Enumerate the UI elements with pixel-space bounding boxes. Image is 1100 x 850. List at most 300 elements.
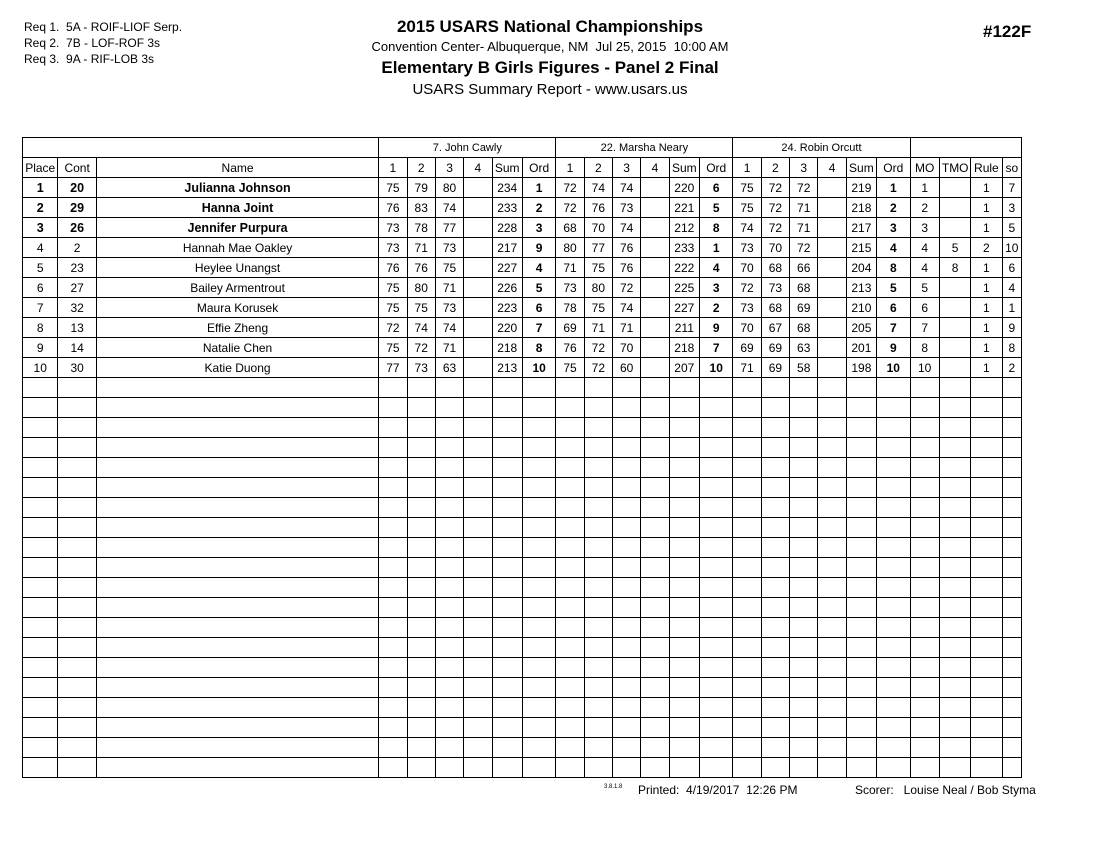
cont-cell: 32: [58, 298, 96, 318]
sum-cell-j1: [492, 718, 522, 738]
sum-cell-j1: [492, 678, 522, 698]
score-cell-j2-2: [584, 678, 612, 698]
score-cell-j1-3: [435, 458, 463, 478]
score-cell-j2-1: [556, 538, 584, 558]
mo-cell: [910, 478, 939, 498]
sum-cell-j1: [492, 378, 522, 398]
event-number: #122F: [983, 22, 1032, 41]
sum-cell-j1: 220: [492, 318, 522, 338]
score-cell-j1-4: [464, 198, 492, 218]
score-cell-j1-4: [464, 398, 492, 418]
score-cell-j1-3: [435, 538, 463, 558]
mo-cell: 7: [910, 318, 939, 338]
tmo-cell: [939, 438, 970, 458]
score-cell-j3-1: 75: [733, 178, 761, 198]
score-cell-j1-1: 75: [379, 178, 407, 198]
empty-table-row: [23, 658, 1022, 678]
score-cell-j3-3: [790, 598, 818, 618]
sum-cell-j3: [846, 558, 876, 578]
score-cell-j3-2: 70: [761, 238, 789, 258]
score-cell-j3-1: 70: [733, 258, 761, 278]
so-cell: 7: [1002, 178, 1021, 198]
sum-cell-j2: [669, 438, 699, 458]
score-cell-j3-1: 72: [733, 278, 761, 298]
sum-cell-j3: [846, 418, 876, 438]
mo-cell: [910, 458, 939, 478]
mo-cell: [910, 758, 939, 778]
score-cell-j3-1: 73: [733, 298, 761, 318]
results-table-body: [23, 138, 1022, 778]
ord-cell-j3: [877, 458, 910, 478]
ord-cell-j3: [877, 518, 910, 538]
score-cell-j3-4: [818, 298, 846, 318]
ord-cell-j1: [522, 658, 555, 678]
rule-cell: 1: [971, 358, 1002, 378]
sum-cell-j3: 215: [846, 238, 876, 258]
score-cell-j2-2: [584, 618, 612, 638]
tmo-cell: [939, 198, 970, 218]
ord-cell-j3: 1: [877, 178, 910, 198]
score-cell-j3-4: [818, 658, 846, 678]
score-cell-j3-4: [818, 358, 846, 378]
score-cell-j2-3: [612, 618, 640, 638]
sum-cell-j1: 226: [492, 278, 522, 298]
ord-cell-j2: [700, 458, 733, 478]
ord-cell-j2: 8: [700, 218, 733, 238]
col-header-j3-2: 2: [761, 158, 789, 178]
score-cell-j1-3: [435, 398, 463, 418]
score-cell-j3-4: [818, 218, 846, 238]
score-cell-j3-3: [790, 758, 818, 778]
score-cell-j2-2: [584, 518, 612, 538]
empty-table-row: [23, 538, 1022, 558]
mo-cell: [910, 538, 939, 558]
score-cell-j2-3: [612, 378, 640, 398]
score-cell-j1-2: [407, 398, 435, 418]
score-cell-j1-4: [464, 178, 492, 198]
score-cell-j1-4: [464, 358, 492, 378]
so-cell: [1002, 398, 1021, 418]
score-cell-j3-3: 71: [790, 218, 818, 238]
score-cell-j1-1: 76: [379, 258, 407, 278]
score-cell-j3-1: 75: [733, 198, 761, 218]
rule-cell: 1: [971, 318, 1002, 338]
mo-cell: [910, 398, 939, 418]
score-cell-j3-4: [818, 278, 846, 298]
sum-cell-j1: [492, 618, 522, 638]
score-cell-j2-3: [612, 738, 640, 758]
score-cell-j1-4: [464, 738, 492, 758]
ord-cell-j2: [700, 718, 733, 738]
score-cell-j3-3: [790, 538, 818, 558]
empty-table-row: [23, 678, 1022, 698]
tmo-cell: 5: [939, 238, 970, 258]
sum-cell-j3: [846, 538, 876, 558]
ord-cell-j1: [522, 418, 555, 438]
score-cell-j3-2: 73: [761, 278, 789, 298]
score-cell-j2-4: [641, 718, 669, 738]
sum-cell-j3: [846, 478, 876, 498]
score-cell-j2-2: 75: [584, 298, 612, 318]
tmo-cell: [939, 278, 970, 298]
sum-cell-j1: 213: [492, 358, 522, 378]
place-cell: 1: [23, 178, 58, 198]
so-cell: [1002, 518, 1021, 538]
ord-cell-j1: 2: [522, 198, 555, 218]
sum-cell-j2: [669, 418, 699, 438]
score-cell-j2-4: [641, 378, 669, 398]
mo-cell: [910, 598, 939, 618]
score-cell-j3-2: [761, 538, 789, 558]
score-cell-j1-3: [435, 378, 463, 398]
ord-cell-j1: 9: [522, 238, 555, 258]
score-cell-j1-4: [464, 718, 492, 738]
score-cell-j1-3: [435, 658, 463, 678]
score-cell-j1-4: [464, 258, 492, 278]
score-cell-j1-3: 77: [435, 218, 463, 238]
sum-cell-j1: 233: [492, 198, 522, 218]
ord-cell-j3: 4: [877, 238, 910, 258]
place-cell: 4: [23, 238, 58, 258]
score-cell-j1-2: 74: [407, 318, 435, 338]
so-cell: 3: [1002, 198, 1021, 218]
sum-cell-j1: [492, 558, 522, 578]
ord-cell-j2: [700, 618, 733, 638]
score-cell-j2-3: [612, 518, 640, 538]
ord-cell-j2: [700, 438, 733, 458]
name-cell: [96, 518, 378, 538]
score-cell-j1-1: [379, 538, 407, 558]
score-cell-j2-2: 80: [584, 278, 612, 298]
tmo-cell: [939, 358, 970, 378]
score-cell-j2-4: [641, 418, 669, 438]
so-cell: [1002, 538, 1021, 558]
score-cell-j2-4: [641, 498, 669, 518]
score-cell-j3-4: [818, 578, 846, 598]
score-cell-j3-3: 71: [790, 198, 818, 218]
col-header-j2-1: 1: [556, 158, 584, 178]
score-cell-j3-4: [818, 438, 846, 458]
ord-cell-j1: [522, 558, 555, 578]
col-header-j3-ord: Ord: [877, 158, 910, 178]
score-cell-j1-2: [407, 758, 435, 778]
score-cell-j1-2: [407, 638, 435, 658]
place-cell: 7: [23, 298, 58, 318]
table-row: [23, 338, 1022, 358]
ord-cell-j1: 8: [522, 338, 555, 358]
ord-cell-j2: [700, 598, 733, 618]
cont-cell: [58, 538, 96, 558]
score-cell-j2-1: [556, 438, 584, 458]
score-cell-j2-2: [584, 378, 612, 398]
ord-cell-j1: 7: [522, 318, 555, 338]
ord-cell-j3: 2: [877, 198, 910, 218]
cont-cell: [58, 758, 96, 778]
place-cell: [23, 618, 58, 638]
ord-cell-j2: [700, 558, 733, 578]
score-cell-j2-2: [584, 418, 612, 438]
so-cell: 1: [1002, 298, 1021, 318]
sum-cell-j3: [846, 458, 876, 478]
score-cell-j3-1: [733, 718, 761, 738]
name-cell: [96, 638, 378, 658]
score-cell-j3-3: 69: [790, 298, 818, 318]
score-cell-j1-3: 71: [435, 278, 463, 298]
place-cell: 5: [23, 258, 58, 278]
score-cell-j3-4: [818, 618, 846, 638]
name-cell: [96, 658, 378, 678]
score-cell-j1-2: [407, 658, 435, 678]
mo-cell: 6: [910, 298, 939, 318]
name-cell: [96, 538, 378, 558]
tmo-cell: [939, 758, 970, 778]
sum-cell-j2: [669, 598, 699, 618]
name-cell: [96, 558, 378, 578]
ord-cell-j2: 10: [700, 358, 733, 378]
score-cell-j2-3: [612, 498, 640, 518]
judge-row-spacer-right: [910, 138, 1021, 158]
score-cell-j1-3: [435, 698, 463, 718]
score-cell-j3-4: [818, 718, 846, 738]
score-cell-j1-2: [407, 498, 435, 518]
empty-table-row: [23, 438, 1022, 458]
score-cell-j3-2: [761, 418, 789, 438]
tmo-cell: [939, 678, 970, 698]
score-cell-j2-3: 74: [612, 218, 640, 238]
sum-cell-j1: [492, 478, 522, 498]
ord-cell-j3: [877, 558, 910, 578]
name-cell: Effie Zheng: [96, 318, 378, 338]
col-header-j1-4: 4: [464, 158, 492, 178]
sum-cell-j3: 205: [846, 318, 876, 338]
sum-cell-j3: [846, 738, 876, 758]
so-cell: [1002, 698, 1021, 718]
score-cell-j3-3: [790, 638, 818, 658]
score-cell-j2-4: [641, 298, 669, 318]
col-header-rule: Rule: [971, 158, 1002, 178]
score-cell-j3-4: [818, 598, 846, 618]
cont-cell: [58, 658, 96, 678]
mo-cell: [910, 578, 939, 598]
place-cell: [23, 498, 58, 518]
score-cell-j3-3: 68: [790, 318, 818, 338]
mo-cell: [910, 638, 939, 658]
score-cell-j1-2: 80: [407, 278, 435, 298]
sum-cell-j3: [846, 658, 876, 678]
score-cell-j1-1: [379, 598, 407, 618]
cont-cell: 13: [58, 318, 96, 338]
score-cell-j2-1: [556, 558, 584, 578]
tmo-cell: [939, 498, 970, 518]
score-cell-j2-4: [641, 458, 669, 478]
score-cell-j1-3: 73: [435, 238, 463, 258]
place-cell: 6: [23, 278, 58, 298]
ord-cell-j2: 1: [700, 238, 733, 258]
so-cell: [1002, 558, 1021, 578]
place-cell: [23, 478, 58, 498]
table-row: [23, 238, 1022, 258]
name-cell: Maura Korusek: [96, 298, 378, 318]
score-cell-j1-1: 72: [379, 318, 407, 338]
mo-cell: [910, 438, 939, 458]
score-cell-j1-4: [464, 338, 492, 358]
score-cell-j1-4: [464, 418, 492, 438]
score-cell-j3-4: [818, 458, 846, 478]
score-cell-j1-1: [379, 438, 407, 458]
sum-cell-j1: [492, 538, 522, 558]
judge-row-spacer-left: [23, 138, 379, 158]
ord-cell-j3: [877, 658, 910, 678]
sum-cell-j1: 218: [492, 338, 522, 358]
score-cell-j1-2: [407, 378, 435, 398]
score-cell-j1-1: [379, 698, 407, 718]
score-cell-j3-1: [733, 558, 761, 578]
col-header-j1-1: 1: [379, 158, 407, 178]
score-cell-j2-2: [584, 438, 612, 458]
score-cell-j1-1: 76: [379, 198, 407, 218]
rule-cell: [971, 458, 1002, 478]
sum-cell-j2: 207: [669, 358, 699, 378]
score-cell-j1-2: 78: [407, 218, 435, 238]
score-cell-j2-1: [556, 398, 584, 418]
score-cell-j1-3: [435, 478, 463, 498]
score-cell-j2-3: 60: [612, 358, 640, 378]
sum-cell-j1: [492, 498, 522, 518]
ord-cell-j1: [522, 538, 555, 558]
mo-cell: [910, 658, 939, 678]
score-cell-j2-1: 76: [556, 338, 584, 358]
score-cell-j2-3: 72: [612, 278, 640, 298]
score-cell-j3-3: 66: [790, 258, 818, 278]
score-cell-j3-3: 58: [790, 358, 818, 378]
so-cell: [1002, 758, 1021, 778]
ord-cell-j1: [522, 598, 555, 618]
ord-cell-j1: 6: [522, 298, 555, 318]
col-header-j3-4: 4: [818, 158, 846, 178]
sum-cell-j1: 227: [492, 258, 522, 278]
table-row: [23, 178, 1022, 198]
so-cell: [1002, 618, 1021, 638]
score-cell-j2-3: [612, 598, 640, 618]
score-cell-j1-4: [464, 298, 492, 318]
score-cell-j3-1: [733, 678, 761, 698]
sum-cell-j3: [846, 618, 876, 638]
score-cell-j3-4: [818, 178, 846, 198]
cont-cell: 20: [58, 178, 96, 198]
ord-cell-j2: [700, 518, 733, 538]
score-cell-j2-4: [641, 278, 669, 298]
score-cell-j1-2: 72: [407, 338, 435, 358]
tmo-cell: [939, 618, 970, 638]
score-cell-j3-2: [761, 498, 789, 518]
rule-cell: [971, 658, 1002, 678]
score-cell-j3-4: [818, 738, 846, 758]
sum-cell-j2: [669, 558, 699, 578]
score-cell-j2-1: [556, 738, 584, 758]
sum-cell-j3: [846, 638, 876, 658]
name-cell: [96, 738, 378, 758]
tmo-cell: [939, 218, 970, 238]
ord-cell-j1: 3: [522, 218, 555, 238]
ord-cell-j3: 10: [877, 358, 910, 378]
venue-line: Convention Center- Albuquerque, NM Jul 25, 2015 10:00 AM: [371, 39, 729, 54]
score-cell-j1-1: [379, 518, 407, 538]
rule-cell: [971, 478, 1002, 498]
ord-cell-j1: 4: [522, 258, 555, 278]
ord-cell-j3: [877, 398, 910, 418]
score-cell-j2-3: [612, 558, 640, 578]
col-header-j3-3: 3: [790, 158, 818, 178]
cont-cell: [58, 618, 96, 638]
place-cell: [23, 538, 58, 558]
score-cell-j1-1: [379, 558, 407, 578]
so-cell: [1002, 458, 1021, 478]
score-cell-j3-3: [790, 618, 818, 638]
name-cell: [96, 598, 378, 618]
score-cell-j2-3: [612, 398, 640, 418]
score-cell-j2-1: 73: [556, 278, 584, 298]
score-cell-j1-4: [464, 698, 492, 718]
ord-cell-j1: 10: [522, 358, 555, 378]
score-cell-j2-4: [641, 698, 669, 718]
score-cell-j2-1: [556, 618, 584, 638]
score-cell-j3-4: [818, 418, 846, 438]
cont-cell: 23: [58, 258, 96, 278]
name-cell: [96, 618, 378, 638]
score-cell-j2-3: [612, 678, 640, 698]
score-cell-j2-3: [612, 758, 640, 778]
score-cell-j1-4: [464, 598, 492, 618]
score-cell-j2-3: [612, 418, 640, 438]
score-cell-j1-4: [464, 758, 492, 778]
score-cell-j1-4: [464, 378, 492, 398]
score-cell-j2-3: [612, 638, 640, 658]
tmo-cell: [939, 458, 970, 478]
score-cell-j3-1: 74: [733, 218, 761, 238]
so-cell: [1002, 638, 1021, 658]
score-cell-j2-2: 77: [584, 238, 612, 258]
rule-cell: 1: [971, 178, 1002, 198]
name-cell: Natalie Chen: [96, 338, 378, 358]
score-cell-j1-2: 76: [407, 258, 435, 278]
name-cell: [96, 478, 378, 498]
ord-cell-j2: 9: [700, 318, 733, 338]
score-cell-j3-1: 73: [733, 238, 761, 258]
sum-cell-j2: [669, 398, 699, 418]
sum-cell-j1: [492, 698, 522, 718]
ord-cell-j2: [700, 478, 733, 498]
sum-cell-j3: [846, 438, 876, 458]
place-cell: [23, 578, 58, 598]
table-row: [23, 198, 1022, 218]
score-cell-j3-3: [790, 658, 818, 678]
judge-header-row: [23, 138, 1022, 158]
empty-table-row: [23, 738, 1022, 758]
sum-cell-j3: 213: [846, 278, 876, 298]
so-cell: 9: [1002, 318, 1021, 338]
sum-cell-j2: [669, 658, 699, 678]
ord-cell-j2: [700, 398, 733, 418]
score-cell-j3-2: [761, 758, 789, 778]
score-cell-j1-1: 75: [379, 278, 407, 298]
ord-cell-j3: 3: [877, 218, 910, 238]
score-cell-j1-4: [464, 558, 492, 578]
col-header-j1-ord: Ord: [522, 158, 555, 178]
name-cell: Hanna Joint: [96, 198, 378, 218]
score-cell-j1-4: [464, 618, 492, 638]
score-cell-j3-3: 72: [790, 238, 818, 258]
cont-cell: [58, 478, 96, 498]
